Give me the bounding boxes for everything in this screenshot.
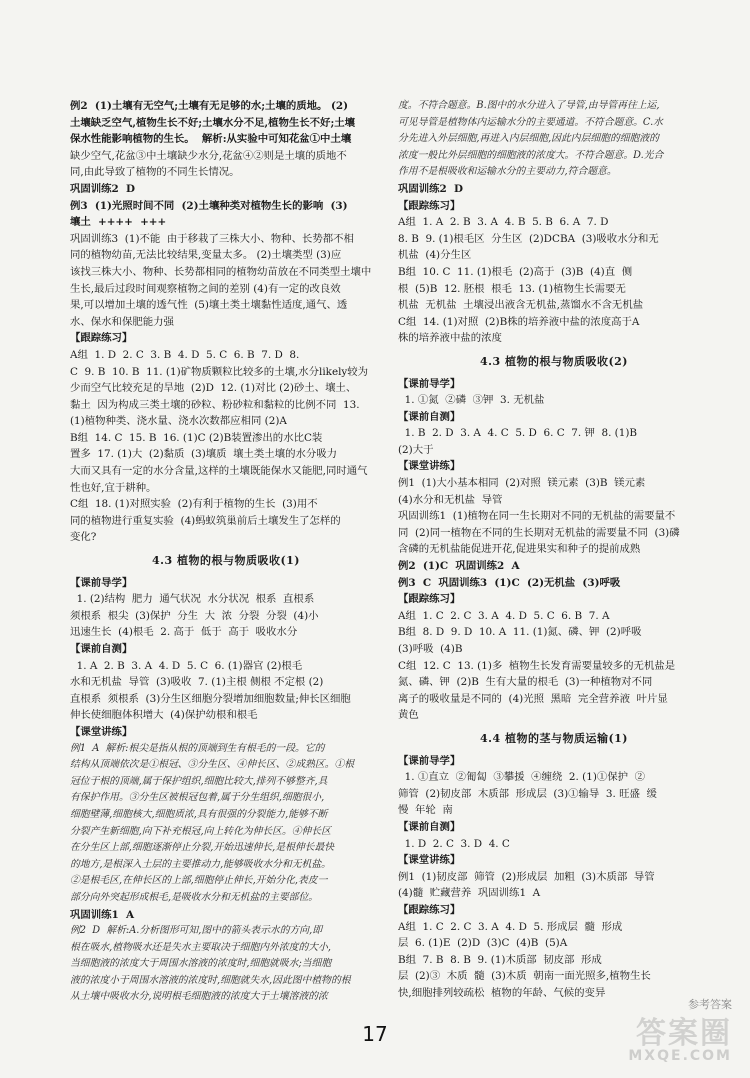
watermark-url: MXQE.COM: [628, 1048, 732, 1064]
page-number: 17: [362, 1022, 388, 1046]
answer-line: 置多 17. (1)大 (2)黏质 (3)壤质 壤土类土壤的水分吸力: [70, 448, 338, 461]
answer-line: (4)水分和无机盐 导管: [398, 493, 503, 506]
answer-line: 根 (5)B 12. 胚根 根毛 13. (1)植物生长需要无: [398, 282, 626, 295]
answer-line: 生长,最后过段时间观察植物之间的差别 (4)有一定的改良效: [70, 282, 341, 295]
answer-line: 根在吸水,植物吸水还是失水主要取决于细胞内外浓度的大小,: [70, 941, 331, 953]
answer-line: 从土壤中吸收水分,说明根毛细胞液的浓度大于土壤溶液的浓: [70, 991, 328, 1003]
answer-line: 部分向外突起形成根毛,是吸收水分和无机盐的主要部位。: [70, 891, 319, 903]
answer-line: B组 14. C 15. B 16. (1)C (2)B装置渗出的水比C装: [70, 431, 323, 444]
answer-line: A组 1. C 2. C 3. A 4. D 5. C 6. B 7. A: [398, 609, 610, 622]
answer-line: 机盐 无机盐 土壤浸出液含无机盐,蒸馏水不含无机盐: [398, 299, 644, 312]
answer-line: 缺少空气,花盆③中土壤缺少水分,花盆④②则是土壤的质地不: [70, 149, 347, 162]
answer-line: 变化?: [70, 531, 97, 544]
watermark-logo: [628, 998, 732, 1064]
answer-line: (3)呼吸 (4)B: [398, 643, 463, 655]
answer-line: 1. ①直立 ②匍匐 ③攀援 ④缠绕 2. (1)①保护 ②: [398, 771, 646, 784]
answer-line: 巩固训练1 (1)植物在同一生长期对不同的无机盐的需要量不: [398, 510, 676, 523]
answer-line: 例2 D 解析:A.分析图形可知,图中的箭头表示水的方向,即: [70, 925, 322, 937]
watermark-text: 答案圈: [636, 1016, 732, 1051]
section-title: 4.3 植物的根与物质吸收(2): [479, 354, 629, 368]
answer-line: (1)植物种类、浇水量、浇水次数都应相同 (2)A: [70, 415, 287, 428]
answer-line: 慢 年轮 南: [398, 804, 453, 817]
subsection-heading: 【跟踪练习】: [398, 903, 461, 916]
answer-line: 层 (2)③ 木质 髓 (3)木质 朝南一面光照多,植物生长: [398, 970, 651, 983]
answer-line: 株的培养液中盐的浓度: [398, 332, 502, 345]
answer-line: 1. ①氮 ②磷 ③钾 3. 无机盐: [398, 394, 545, 407]
answer-line: 例3 C 巩固训练3 (1)C (2)无机盐 (3)呼吸: [398, 576, 621, 589]
answer-line: 快,细胞排列较疏松 植物的年龄、气候的变异: [398, 986, 606, 999]
answer-line: 大而又具有一定的水分含量,这样的土壤既能保水又能肥,同时通气: [70, 465, 368, 478]
answer-line: 例1 A 解析:根尖是指从根的顶端到生有根毛的一段。它的: [70, 742, 325, 754]
answer-line: 性也好,宜于耕种。: [70, 481, 157, 494]
answer-line: 果,可以增加土壤的透气性 (5)壤土类土壤黏性适度,通气、透: [70, 299, 348, 312]
subsection-heading: 【课堂讲练】: [398, 460, 461, 473]
answer-line: 细胞壁薄,细胞核大,细胞质浓,具有很强的分裂能力,能够不断: [70, 808, 328, 820]
answer-line: 含磷的无机盐能促进开花,促进果实和种子的提前成熟: [398, 543, 641, 556]
answer-line: 同 (2)同一植物在不同的生长期对无机盐的需要量不同 (3)磷: [398, 526, 680, 539]
answer-line: 例2 (1)土壤有无空气;土壤有无足够的水;土壤的质地。 (2): [70, 100, 349, 112]
subsection-heading: 【跟踪练习】: [398, 593, 461, 606]
subsection-heading: 【课堂讲练】: [70, 725, 133, 738]
answer-line: 度。不符合题意。B.图中的水分进入了导管,由导管再往上运,: [398, 100, 660, 111]
answer-line: C组 14. (1)对照 (2)B株的培养液中盐的浓度高于A: [398, 315, 640, 328]
answer-line: C组 18. (1)对照实验 (2)有利于植物的生长 (3)用不: [70, 498, 318, 511]
answer-line: ②是根毛区,在伸长区的上部,细胞停止伸长,开始分化,表皮一: [70, 875, 328, 887]
answer-line: 巩固训练2 D: [398, 182, 464, 195]
right-column: [398, 98, 710, 1001]
answer-line: 层 6. (1)E (2)D (3)C (4)B (5)A: [398, 937, 568, 950]
answer-line: 有保护作用。③分生区被根冠包着,属于分生组织,细胞很小,: [70, 792, 325, 804]
answer-line: A组 1. C 2. C 3. A 4. D 5. 形成层 髓 形成: [398, 920, 623, 933]
left-column: [70, 98, 382, 1006]
answer-line: 1. A 2. B 3. A 4. D 5. C 6. (1)器官 (2)根毛: [70, 659, 303, 672]
section-title: 4.3 植物的根与物质吸收(1): [151, 554, 301, 568]
answer-line: 浓度一般比外层细胞的细胞液的浓度大。不符合题意。D.光合: [398, 149, 664, 161]
answer-line: 的地方,是根深入土层的主要推动力,能够吸收水分和无机盐。: [70, 858, 331, 870]
answer-line: 少而空气比较充足的旱地 (2)D 12. (1)对比 (2)砂土、壤土、: [70, 382, 357, 395]
subsection-heading: 【课前导学】: [398, 377, 461, 390]
answer-line: A组 1. D 2. C 3. B 4. D 5. C 6. B 7. D 8.: [70, 348, 300, 361]
answer-line: A组 1. A 2. B 3. A 4. B 5. B 6. A 7. D: [398, 216, 609, 229]
answer-line: 可见导管是植物体内运输水分的主要通道。不符合题意。C.水: [398, 116, 663, 128]
answer-line: 巩固训练2 D: [70, 182, 136, 195]
answer-line: 筛管 (2)韧皮部 木质部 形成层 (3)①输导 3. 旺盛 缓: [398, 787, 657, 800]
answer-line: 例1 (1)大小基本相同 (2)对照 镁元素 (3)B 镁元素: [398, 477, 646, 490]
answer-line: 作用不是根吸收和运输水分的主要动力,符合题意。: [398, 166, 617, 178]
subsection-heading: 【课前导学】: [398, 754, 461, 767]
answer-line: 液的浓度小于周围水溶液的浓度时,细胞就失水,因此图中植物的根: [70, 974, 351, 986]
answer-line: 水和无机盐 导管 (3)吸收 7. (1)主根 侧根 不定根 (2): [70, 676, 324, 689]
answer-line: 土壤缺乏空气,植物生长不好;土壤水分不足,植物生长不好;土壤: [70, 116, 356, 129]
answer-line: 水、保水和保肥能力强: [70, 315, 174, 328]
answer-line: 结构从顶端依次是①根冠、③分生区、④伸长区、②成熟区。①根: [70, 759, 355, 771]
answer-line: 1. (2)结构 肥力 通气状况 水分状况 根系 直根系: [70, 593, 315, 606]
subsection-heading: 【跟踪练习】: [398, 199, 461, 212]
answer-line: 同的植物幼苗,无法比较结果,变量太多。 (2)土壤类型 (3)应: [70, 249, 342, 262]
answer-line: B组 8. D 9. D 10. A 11. (1)氮、磷、钾 (2)呼吸: [398, 626, 642, 639]
subsection-heading: 【跟踪练习】: [70, 332, 133, 345]
subsection-heading: 【课堂讲练】: [398, 854, 461, 867]
answer-line: 氮、磷、钾 (2)B 生有大量的根毛 (3)一种植物对不同: [398, 676, 653, 689]
answer-line: 直根系 须根系 (3)分生区细胞分裂增加细胞数量;伸长区细胞: [70, 692, 351, 705]
answer-line: 巩固训练3 (1)不能 由于移栽了三株大小、物种、长势都不相: [70, 232, 354, 245]
answer-line: 1. D 2. C 3. D 4. C: [398, 837, 510, 850]
answer-line: 同,由此导致了植物的不同生长情况。: [70, 166, 240, 179]
answer-line: 迅速生长 (4)根毛 2. 高于 低于 高于 吸收水分: [70, 626, 298, 639]
answer-line: 巩固训练1 A: [70, 908, 135, 921]
answer-line: 黏土 因为构成三类土壤的砂粒、粉砂粒和黏粒的比例不同 13.: [70, 398, 360, 411]
answer-line: 机盐 (4)分生区: [398, 249, 472, 262]
answer-line: (2)大于: [398, 443, 434, 456]
section-title: 4.4 植物的茎与物质运输(1): [479, 731, 629, 745]
answer-line: 分先进入外层细胞,再进入内层细胞,因此内层细胞的细胞液的: [398, 133, 659, 145]
answer-line: B组 10. C 11. (1)根毛 (2)高于 (3)B (4)直 侧: [398, 265, 633, 278]
answer-line: C 9. B 10. B 11. (1)矿物质颗粒比较多的土壤,水分likely较为: [70, 365, 369, 378]
subsection-heading: 【课前导学】: [70, 576, 133, 589]
subsection-heading: 【课前自测】: [398, 820, 461, 833]
subsection-heading: 【课前自测】: [70, 643, 133, 655]
answer-line: 须根系 根尖 (3)保护 分生 大 浓 分裂 分裂 (4)小: [70, 609, 319, 622]
subsection-heading: 【课前自测】: [398, 410, 461, 423]
answer-line: 例1 (1)韧皮部 筛管 (2)形成层 加粗 (3)木质部 导管: [398, 870, 655, 883]
answer-line: 黄色: [398, 709, 419, 722]
answer-line: (4)髓 贮藏营养 巩固训练1 A: [398, 887, 541, 900]
answer-line: 分裂产生新细胞,向下补充根冠,向上转化为伸长区。④伸长区: [70, 825, 331, 837]
answer-line: 伸长使细胞体积增大 (4)保护幼根和根毛: [70, 709, 258, 722]
answer-line: 1. B 2. D 3. A 4. C 5. D 6. C 7. 钾 8. (1)B: [398, 427, 638, 440]
answer-line: B组 7. B 8. B 9. (1)木质部 韧皮部 形成: [398, 953, 602, 966]
answer-line: 同的植物进行重复实验 (4)蚂蚁筑巢前后土壤发生了怎样的: [70, 514, 341, 527]
answer-line: 例3 (1)光照时间不同 (2)土壤种类对植物生长的影响 (3): [70, 199, 348, 212]
answer-line: 壤土 ++++ +++: [70, 216, 167, 229]
answer-line: 该找三株大小、物种、长势都相同的植物幼苗放在不同类型土壤中: [70, 265, 372, 278]
answer-line: 冠位于根的顶端,属于保护组织,细胞比较大,排列不够整齐,具: [70, 775, 328, 787]
answer-line: 例2 (1)C 巩固训练2 A: [398, 560, 520, 573]
answer-line: 当细胞液的浓度大于周围水溶液的浓度时,细胞就吸水;当细胞: [70, 958, 332, 970]
answer-line: 离子的吸收量是不同的 (4)光照 黑暗 完全营养液 叶片显: [398, 692, 668, 705]
answer-line: 在分生区上部,细胞逐渐停止分裂,开始迅速伸长,是根伸长最快: [70, 842, 335, 854]
answer-line: C组 12. C 13. (1)多 植物生长发育需要量较多的无机盐是: [398, 659, 676, 672]
answer-line: 8. B 9. (1)根毛区 分生区 (2)DCBA (3)吸收水分和无: [398, 232, 659, 245]
watermark-caption: 参考答案: [688, 998, 732, 1011]
answer-line: 保水性能影响植物的生长。 解析:从实验中可知花盆①中土壤: [70, 133, 352, 146]
